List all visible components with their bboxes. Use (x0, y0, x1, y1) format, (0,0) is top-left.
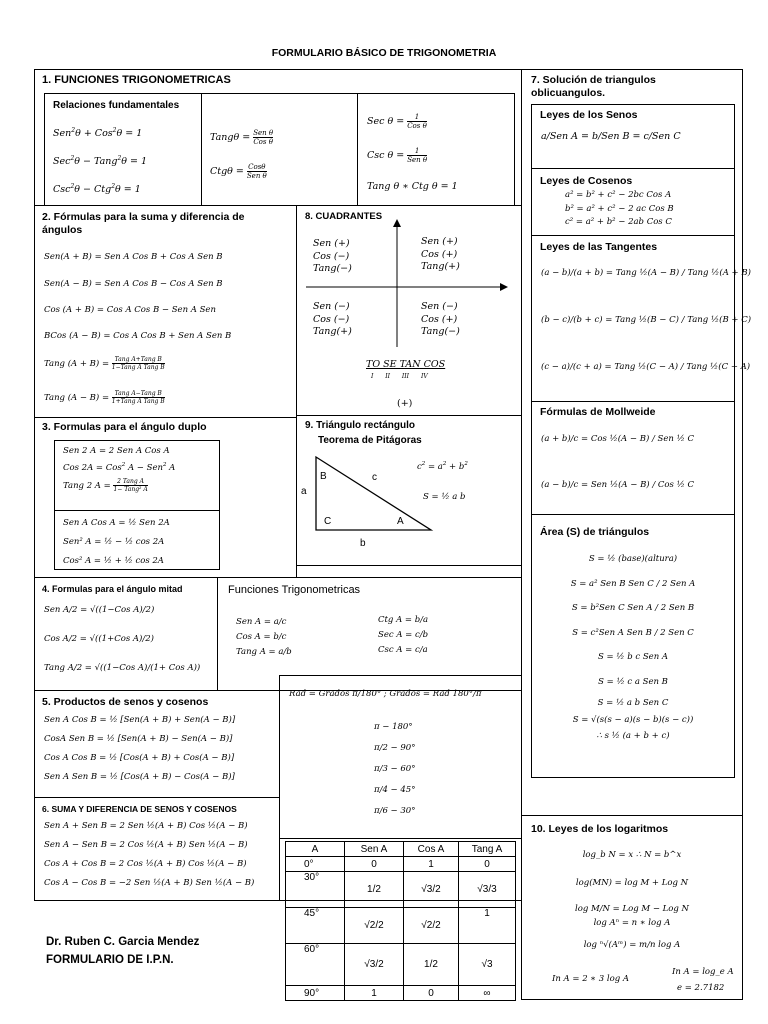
log-formula: log_b N = x ∴ N = b^x (582, 850, 682, 860)
page-title: FORMULARIO BÁSICO DE TRIGONOMETRIA (271, 47, 497, 59)
s1-formula: Csc θ = 1 Sen θ (367, 147, 428, 164)
table-cell: √3/2 (404, 872, 459, 908)
funcs-title: Funciones Trigonometricas (228, 584, 361, 596)
funcs-right: Ctg A = b/a Sec A = c/b Csc A = c/a (378, 615, 429, 655)
s5-formula: Sen A Sen B = ½ [Cos(A + B) − Cos(A − B)] (44, 772, 235, 782)
triangle-label-c: c (372, 472, 377, 483)
table-cell: 60° (286, 944, 345, 986)
table-cell: √2/2 (345, 908, 404, 944)
table-cell: 0 (404, 986, 459, 1001)
s1-formula: Sec θ = 1 Cos θ (367, 113, 427, 130)
tangentes-formula: (a − b)/(a + b) = Tang ½(A − B) / Tang ½(A + B) (541, 268, 751, 278)
triangle-label-A: A (397, 516, 404, 527)
quadrant-mnemonic: TO SE TAN COS (366, 359, 446, 370)
s3-formula: Cos² A = ½ + ½ cos 2A (63, 556, 164, 566)
s2-formula: Tang (A − B) = Tang A−Tang B 1+Tang A Tang B (44, 390, 165, 405)
s3-formula: Cos 2A = Cos$^2$ A − Sen$^2$ A (63, 462, 176, 473)
mollweide-formula: (a + b)/c = Cos ½(A − B) / Sen ½ C (541, 434, 695, 444)
s9-title: 9. Triángulo rectángulo (305, 420, 416, 431)
table-cell: 30° (286, 872, 345, 908)
s4-title: 4. Formulas para el ángulo mitad (42, 584, 183, 594)
s5-title: 5. Productos de senos y cosenos (42, 696, 209, 708)
s1-subtitle: Relaciones fundamentales (53, 100, 180, 111)
s2-formula: Sen(A − B) = Sen A Cos B − Cos A Sen B (44, 279, 223, 289)
s6-formula: Sen A + Sen B = 2 Sen ½(A + B) Cos ½(A − B) (44, 821, 248, 831)
table-cell: √3/2 (345, 944, 404, 986)
table-header: Tang A (459, 842, 516, 857)
s8-title: 8. CUADRANTES (305, 211, 383, 222)
s1-box-b (201, 93, 358, 206)
quadrant-roman-numerals: I II III IV (371, 373, 428, 380)
log-formula: In A = 2 ∗ 3 log A (552, 974, 630, 984)
triangle-label-C: C (324, 516, 332, 527)
s1-formula: Sen$^2$θ + Cos$^2$θ = 1 (53, 127, 143, 140)
s5-formula: Cos A Cos B = ½ [Cos(A + B) + Cos(A − B)] (44, 753, 235, 763)
table-header: A (286, 842, 345, 857)
s6-formula: Cos A + Cos B = 2 Cos ½(A + B) Cos ½(A − B) (44, 859, 247, 869)
s2-formula: Sen(A + B) = Sen A Cos B + Cos A Sen B (44, 252, 223, 262)
s7-title: 7. Solución de triangulos oblicuangulos. (531, 74, 656, 99)
s1-formula: Tangθ = Sen θ Cos θ (210, 129, 274, 146)
s2-title: 2. Fórmulas para la suma y diferencia de ángulos (42, 211, 245, 236)
s3-formula: Sen 2 A = 2 Sen A Cos A (63, 446, 170, 456)
s3-title: 3. Formulas para el ángulo duplo (42, 421, 207, 433)
s1-formula: Tang θ ∗ Ctg θ = 1 (367, 181, 458, 192)
senos-formula: a/Sen A = b/Sen B = c/Sen C (541, 131, 681, 142)
table-cell: 0 (345, 857, 404, 872)
s6-formula: Sen A − Sen B = 2 Cos ½(A + B) Sen ½(A − B) (44, 840, 248, 850)
table-cell: ∞ (459, 986, 516, 1001)
table-cell: √2/2 (404, 908, 459, 944)
s2-formula: Cos (A + B) = Cos A Cos B − Sen A Sen (44, 305, 216, 315)
funcs-left: Sen A = a/c Cos A = b/c Tang A = a/b (236, 617, 292, 657)
table-cell: √3 (459, 944, 516, 986)
s4-formula: Sen A/2 = √((1−Cos A)/2) (44, 605, 155, 615)
trig-values-table (285, 841, 516, 1001)
s5-formula: CosA Sen B = ½ [Sen(A + B) − Sen(A − B)] (44, 734, 233, 744)
rad-equivalences: π − 180° π/2 − 90° π/3 − 60° π/4 − 45° π/6 − 30° (374, 722, 416, 816)
s2-formula: Tang (A + B) = Tang A+Tang B 1−Tang A Tang B (44, 356, 165, 371)
table-cell: 1 (345, 986, 404, 1001)
triangle-label-b: b (360, 538, 366, 549)
senos-title: Leyes de los Senos (540, 109, 638, 121)
s10-title: 10. Leyes de los logaritmos (531, 823, 669, 835)
s2-formula: BCos (A − B) = Cos A Cos B + Sen A Sen B (44, 331, 232, 341)
s3-formula: Tang 2 A = 2 Tang A 1− Tang² A (63, 478, 148, 493)
table-cell: 45° (286, 908, 345, 944)
mollweide-formula: (a − b)/c = Sen ½(A − B) / Cos ½ C (541, 480, 695, 490)
table-cell: √3/3 (459, 872, 516, 908)
tangentes-formula: (b − c)/(b + c) = Tang ½(B − C) / Tang ½(B + C) (541, 315, 752, 325)
quadrant-iii-signs: Sen (−) Cos (−) Tang(+) (313, 301, 352, 337)
s6-title: 6. SUMA Y DIFERENCIA DE SENOS Y COSENOS (42, 804, 237, 814)
log-formula: log M/N = Log M − Log N (575, 904, 689, 914)
quadrant-ii-signs: Sen (+) Cos (−) Tang(−) (313, 238, 352, 274)
s4-formula: Tang A/2 = √((1−Cos A)/(1+ Cos A)) (44, 663, 201, 673)
table-cell: 1/2 (404, 944, 459, 986)
s4-formula: Cos A/2 = √((1+Cos A)/2) (44, 634, 154, 644)
log-formula: In A = log_e A (672, 967, 734, 977)
log-formula: e = 2.7182 (677, 983, 725, 993)
table-header: Cos A (404, 842, 459, 857)
s9-subtitle: Teorema de Pitágoras (318, 435, 422, 446)
tangentes-formula: (c − a)/(c + a) = Tang ½(C − A) / Tang ½(C + A) (541, 362, 751, 372)
quadrant-i-signs: Sen (+) Cos (+) Tang(+) (421, 236, 460, 272)
s6-formula: Cos A − Cos B = −2 Sen ½(A + B) Sen ½(A − B) (44, 878, 255, 888)
s1-title: 1. FUNCIONES TRIGONOMETRICAS (42, 74, 231, 86)
author-formulary: FORMULARIO DE I.P.N. (46, 954, 174, 966)
s3-formula: Sen² A = ½ − ½ cos 2A (63, 537, 165, 547)
quadrant-plus: (+) (397, 398, 413, 409)
log-formula: log ⁿ√(Aᵐ) = m/n log A (583, 940, 681, 950)
table-cell: 1 (404, 857, 459, 872)
cosenos-title: Leyes de Cosenos (540, 175, 633, 187)
pythagoras-formula: $c^2 = a^2 + b^2$ (417, 461, 468, 472)
quadrant-iv-signs: Sen (−) Cos (+) Tang(−) (421, 301, 460, 337)
s1-formula: Sec$^2$θ − Tang$^2$θ = 1 (53, 155, 148, 168)
s5-formula: Sen A Cos B = ½ [Sen(A + B) + Sen(A − B)] (44, 715, 236, 725)
log-formula: log(MN) = log M + Log N (575, 878, 689, 888)
mollweide-title: Fórmulas de Mollweide (540, 406, 656, 418)
area-title: Área (S) de triángulos (540, 526, 650, 538)
table-cell: 0° (286, 857, 345, 872)
s10-divider (521, 815, 743, 816)
s1-formula: Csc$^2$θ − Ctg$^2$θ = 1 (53, 183, 141, 196)
rad-formula: Rad = Grados π/180° ; Grados = Rad 180°/π (289, 689, 482, 699)
s1-formula: Ctgθ = Cosθ Sen θ (210, 163, 267, 180)
table-cell: 1 (459, 908, 516, 944)
triangle-label-B: B (320, 471, 327, 482)
table-cell: 90° (286, 986, 345, 1001)
table-cell: 1/2 (345, 872, 404, 908)
s3-formula: Sen A Cos A = ½ Sen 2A (63, 518, 170, 528)
log-formula: log Aⁿ = n ∗ log A (593, 918, 671, 928)
right-triangle-diagram (296, 415, 522, 566)
triangle-label-a: a (301, 486, 307, 497)
cosenos-formulas: a² = b² + c² − 2bc Cos A b² = a² + c² − 2 ac Cos B c² = a² + b² − 2ab Cos C (565, 190, 674, 227)
author-name: Dr. Ruben C. Garcia Mendez (46, 936, 200, 948)
tangentes-title: Leyes de las Tangentes (540, 241, 658, 253)
triangle-area-formula: S = ½ a b (423, 492, 466, 502)
area-formulas: S = ½ (base)(altura) S = a² Sen B Sen C / 2 Sen A S = b²Sen C Sen A / 2 Sen B S = c²Sen A Sen B / 2 Sen C S = ½ b c Sen A S = ½ c a Sen B S = ½ a b Sen C S = √(s(s − a)(s − b)(s − c)) ∴ s ½ (a + b + c) (570, 554, 696, 741)
table-cell: 0 (459, 857, 516, 872)
table-header: Sen A (345, 842, 404, 857)
